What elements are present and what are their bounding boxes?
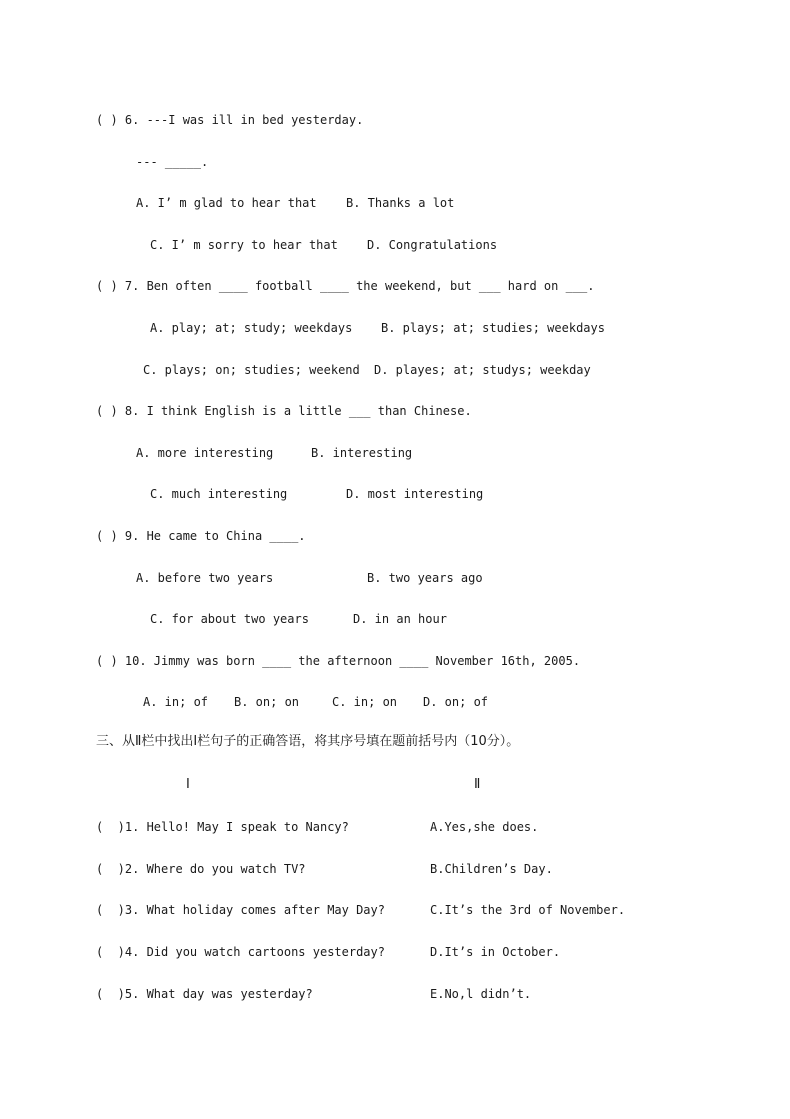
match-answer-d: D.It’s in October. [430,945,561,959]
match-question-1: ( )1. Hello! May I speak to Nancy? [96,820,349,834]
q6-option-b: B. Thanks a lot [346,196,455,210]
q8-option-d: D. most interesting [346,487,484,501]
q10-option-a: A. in; of [143,695,209,709]
match-answer-a: A.Yes,she does. [430,820,539,834]
column-ii-header: Ⅱ [474,777,481,792]
match-answer-c: C.It’s the 3rd of November. [430,903,626,917]
q6-stem: ( ) 6. ---I was ill in bed yesterday. [96,113,364,127]
match-question-5: ( )5. What day was yesterday? [96,987,313,1001]
q7-option-a: A. play; at; study; weekdays [150,321,353,335]
q8-stem: ( ) 8. I think English is a little ___ than Chinese. [96,404,472,418]
q6-option-d: D. Congratulations [367,238,498,252]
q6-reply: --- _____. [136,155,209,169]
q9-option-b: B. two years ago [367,571,483,585]
match-question-2: ( )2. Where do you watch TV? [96,862,306,876]
q9-option-c: C. for about two years [150,612,309,626]
match-answer-b: B.Children’s Day. [430,862,553,876]
q7-option-d: D. playes; at; studys; weekday [374,363,591,377]
q6-option-a: A. I’ m glad to hear that [136,196,317,210]
q8-option-c: C. much interesting [150,487,288,501]
q6-option-c: C. I’ m sorry to hear that [150,238,338,252]
q7-option-c: C. plays; on; studies; weekend [143,363,360,377]
match-question-3: ( )3. What holiday comes after May Day? [96,903,385,917]
q10-option-d: D. on; of [423,695,489,709]
section3-heading: 三、从Ⅱ栏中找出Ⅰ栏句子的正确答语，将其序号填在题前括号内（10分）。 [96,734,520,749]
q7-stem: ( ) 7. Ben often ____ football ____ the weekend, but ___ hard on ___. [96,279,595,293]
match-answer-e: E.No,l didn’t. [430,987,532,1001]
q8-option-b: B. interesting [311,446,413,460]
q8-option-a: A. more interesting [136,446,274,460]
q7-option-b: B. plays; at; studies; weekdays [381,321,605,335]
q9-option-a: A. before two years [136,571,274,585]
q9-option-d: D. in an hour [353,612,447,626]
q10-stem: ( ) 10. Jimmy was born ____ the afternoon ____ November 16th, 2005. [96,654,581,668]
q10-option-c: C. in; on [332,695,398,709]
match-question-4: ( )4. Did you watch cartoons yesterday? [96,945,385,959]
q9-stem: ( ) 9. He came to China ____. [96,529,306,543]
q10-option-b: B. on; on [234,695,300,709]
column-i-header: Ⅰ [186,777,190,792]
